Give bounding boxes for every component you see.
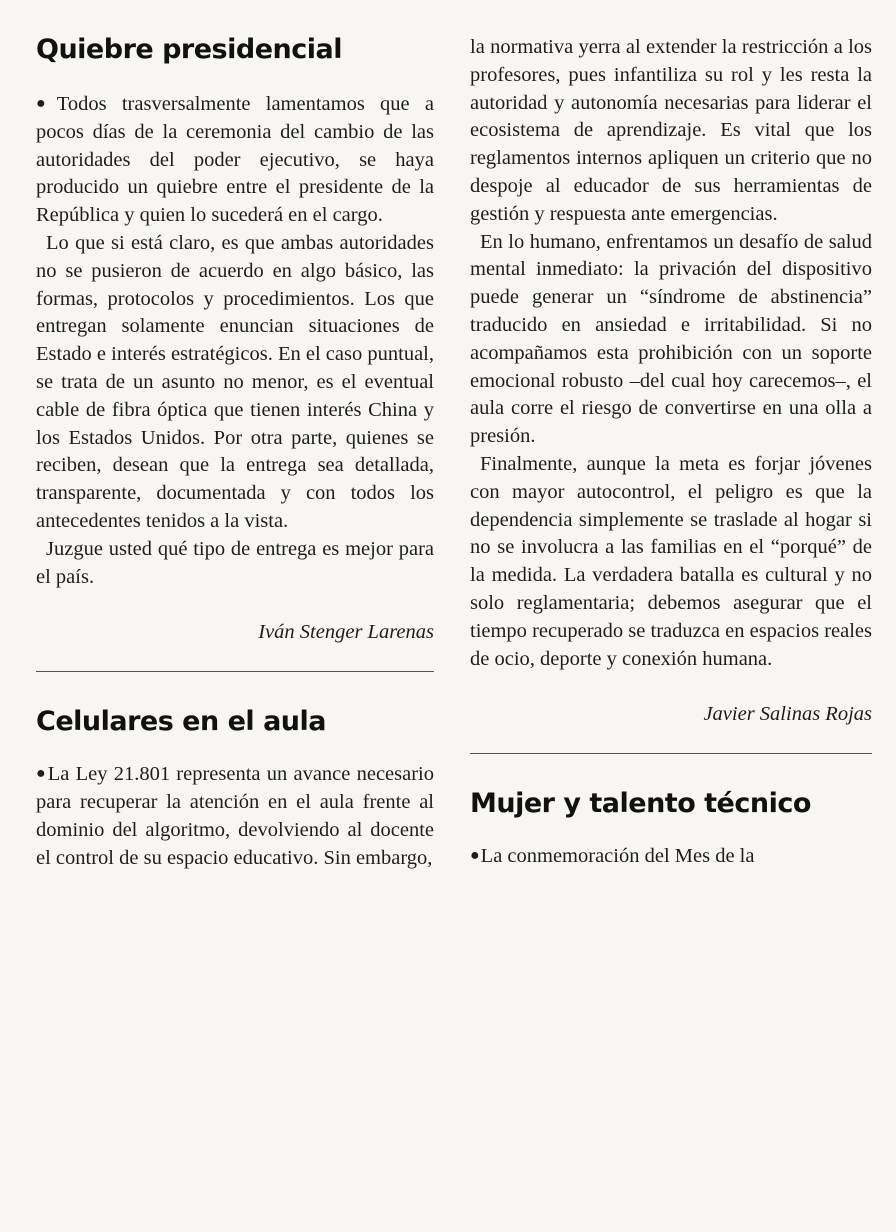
letter-paragraph: la normativa yerra al extender la restricción a los profesores, pues infantiliza su rol y les resta la autoridad y autonomía necesarias para liderar el ecosistema de aprendizaje. Es vital que los reglamentos internos apliquen un criterio que no despoje al educador de sus herramientas de gestión y respuesta ante emergencias. bbox=[470, 36, 872, 225]
letter-paragraph: ●Todos trasversalmente lamentamos que a pocos días de la ceremonia del cambio de las autoridades del poder ejecutivo, se haya producido un quiebre entre el presidente de la República y quien lo sucederá en el cargo. bbox=[36, 93, 434, 227]
letter-paragraph: Finalmente, aunque la meta es forjar jóvenes con mayor autocontrol, el peligro es que la dependencia simplemente se traslade al hogar si no se involucra a las familias en el “porqué” de la medida. La verdadera batalla es cultural y no solo reglamentaria; debemos asegurar que el tiempo recuperado se traduzca en espacios reales de ocio, deporte y conexión humana. bbox=[470, 452, 872, 670]
left-column bbox=[36, 34, 434, 872]
letter-author: Iván Stenger Larenas bbox=[258, 621, 434, 644]
letter-paragraph: ●La conmemoración del Mes de la bbox=[470, 845, 755, 868]
letter-title-celulares: Celulares en el aula bbox=[36, 706, 326, 738]
letter-paragraph: ●La Ley 21.801 representa un avance necesario para recuperar la atención en el aula frente al dominio del algoritmo, devolviendo al docente el control de su espacio educativo. Sin embargo, bbox=[36, 763, 434, 869]
letter-paragraph: En lo humano, enfrentamos un desafío de salud mental inmediato: la privación del dispositivo puede generar un “síndrome de abstinencia” traducido en ansiedad e irritabilidad. Si no acompañamos esta prohibición con un soporte emocional robusto –del cual hoy carecemos–, el aula corre el riesgo de convertirse en una olla a presión. bbox=[470, 230, 872, 448]
right-column bbox=[470, 34, 872, 871]
letter-title-mujer: Mujer y talento técnico bbox=[470, 788, 811, 820]
letter-title-quiebre: Quiebre presidencial bbox=[36, 34, 342, 65]
letter-author: Javier Salinas Rojas bbox=[703, 703, 872, 726]
bullet-icon: ● bbox=[36, 95, 56, 112]
bullet-icon: ● bbox=[36, 765, 47, 783]
letter-paragraph: Lo que si está claro, es que ambas autoridades no se pusieron de acuerdo en algo básico, las formas, protocolos y procedimientos. Los que entregan solamente enuncian situaciones de Estado e interés estratégicos. En el caso puntual, se trata de un asunto no menor, es el eventual cable de fibra óptica que tienen interés China y los Estados Unidos. Por otra parte, quienes se reciben, desean que la entrega sea detallada, transparente, documentada y con todos los antecedentes tenidos a la vista. bbox=[36, 231, 434, 532]
bullet-icon: ● bbox=[470, 847, 480, 865]
letter-paragraph: Juzgue usted qué tipo de entrega es mejor para el país. bbox=[36, 537, 434, 588]
